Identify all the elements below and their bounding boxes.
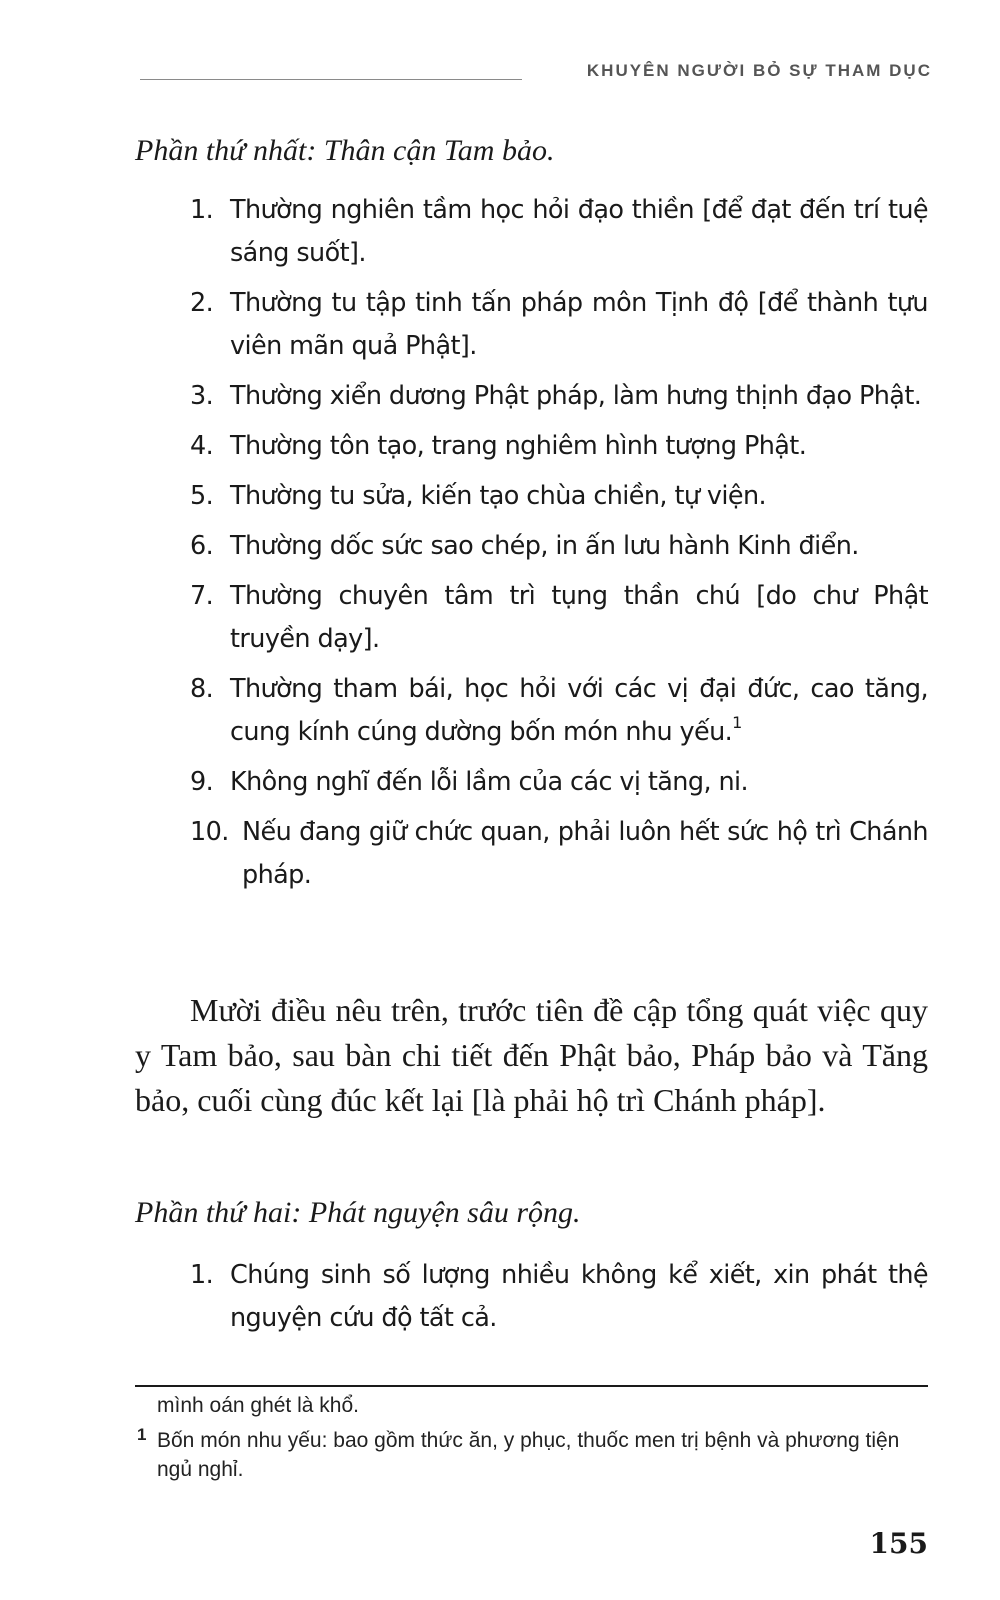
list-item [190, 475, 928, 518]
footnote-1 [137, 1426, 928, 1484]
page-number: 155 [869, 1527, 928, 1560]
list-item-text: Thường dốc sức sao chép, in ấn lưu hành Kinh điển. [230, 531, 859, 561]
list-item-text: Không nghĩ đến lỗi lầm của các vị tăng, ni. [230, 767, 749, 797]
list-item-number: 10. [190, 817, 229, 847]
list-item-number: 1. [190, 195, 214, 225]
list-item [190, 575, 928, 661]
list-item-number: 1. [190, 1260, 214, 1290]
section1-list [190, 189, 928, 904]
list-item [190, 761, 928, 804]
list-item-number: 4. [190, 431, 214, 461]
list-item [190, 189, 928, 275]
list-item-text: Thường xiển dương Phật pháp, làm hưng thịnh đạo Phật. [230, 381, 922, 411]
list-item-text: Thường tôn tạo, trang nghiêm hình tượng Phật. [230, 431, 807, 461]
list-item-text: Thường chuyên tâm trì tụng thần chú [do chư Phật truyền dạy]. [230, 581, 928, 654]
list-item [190, 282, 928, 368]
list-item [190, 375, 928, 418]
list-item [190, 1254, 928, 1340]
list-item [190, 811, 928, 897]
list-item-number: 3. [190, 381, 214, 411]
list-item-text: Thường tu sửa, kiến tạo chùa chiền, tự viện. [230, 481, 767, 511]
list-item-text: Chúng sinh số lượng nhiều không kể xiết, xin phát thệ nguyện cứu độ tất cả. [230, 1260, 928, 1333]
footnote-continued: mình oán ghét là khổ. [157, 1394, 359, 1417]
list-item-number: 7. [190, 581, 214, 611]
list-item-number: 2. [190, 288, 214, 318]
list-item-text: Thường tham bái, học hỏi với các vị đại đức, cao tăng, cung kính cúng dường bốn món nhu yếu. [230, 674, 928, 747]
list-item-number: 8. [190, 674, 214, 704]
list-item-number: 6. [190, 531, 214, 561]
list-item [190, 425, 928, 468]
list-item-number: 9. [190, 767, 214, 797]
footnote-mark: 1 [137, 1425, 147, 1444]
running-head: KHUYÊN NGƯỜI BỎ SỰ THAM DỤC [586, 61, 932, 80]
list-item-text: Thường nghiên tầm học hỏi đạo thiền [để đạt đến trí tuệ sáng suốt]. [230, 195, 928, 268]
list-item [190, 525, 928, 568]
list-item-number: 5. [190, 481, 214, 511]
list-item [190, 668, 928, 754]
section1-heading: Phần thứ nhất: Thân cận Tam bảo. [135, 134, 555, 167]
section2-heading: Phần thứ hai: Phát nguyện sâu rộng. [135, 1196, 581, 1229]
footnote-ref: 1 [732, 713, 742, 732]
list-item-text: Nếu đang giữ chức quan, phải luôn hết sức hộ trì Chánh pháp. [242, 817, 928, 890]
footnote-text: Bốn món nhu yếu: bao gồm thức ăn, y phục, thuốc men trị bệnh và phương tiện ngủ nghỉ. [157, 1429, 900, 1481]
header-rule [140, 79, 522, 80]
footnote-rule [135, 1385, 928, 1387]
section2-list [190, 1254, 928, 1347]
body-paragraph: Mười điều nêu trên, trước tiên đề cập tổng quát việc quy y Tam bảo, sau bàn chi tiết đến Phật bảo, Pháp bảo và Tăng bảo, cuối cùng đúc kết lại [là phải hộ trì Chánh pháp]. [135, 992, 928, 1118]
list-item-text: Thường tu tập tinh tấn pháp môn Tịnh độ [để thành tựu viên mãn quả Phật]. [230, 288, 928, 361]
